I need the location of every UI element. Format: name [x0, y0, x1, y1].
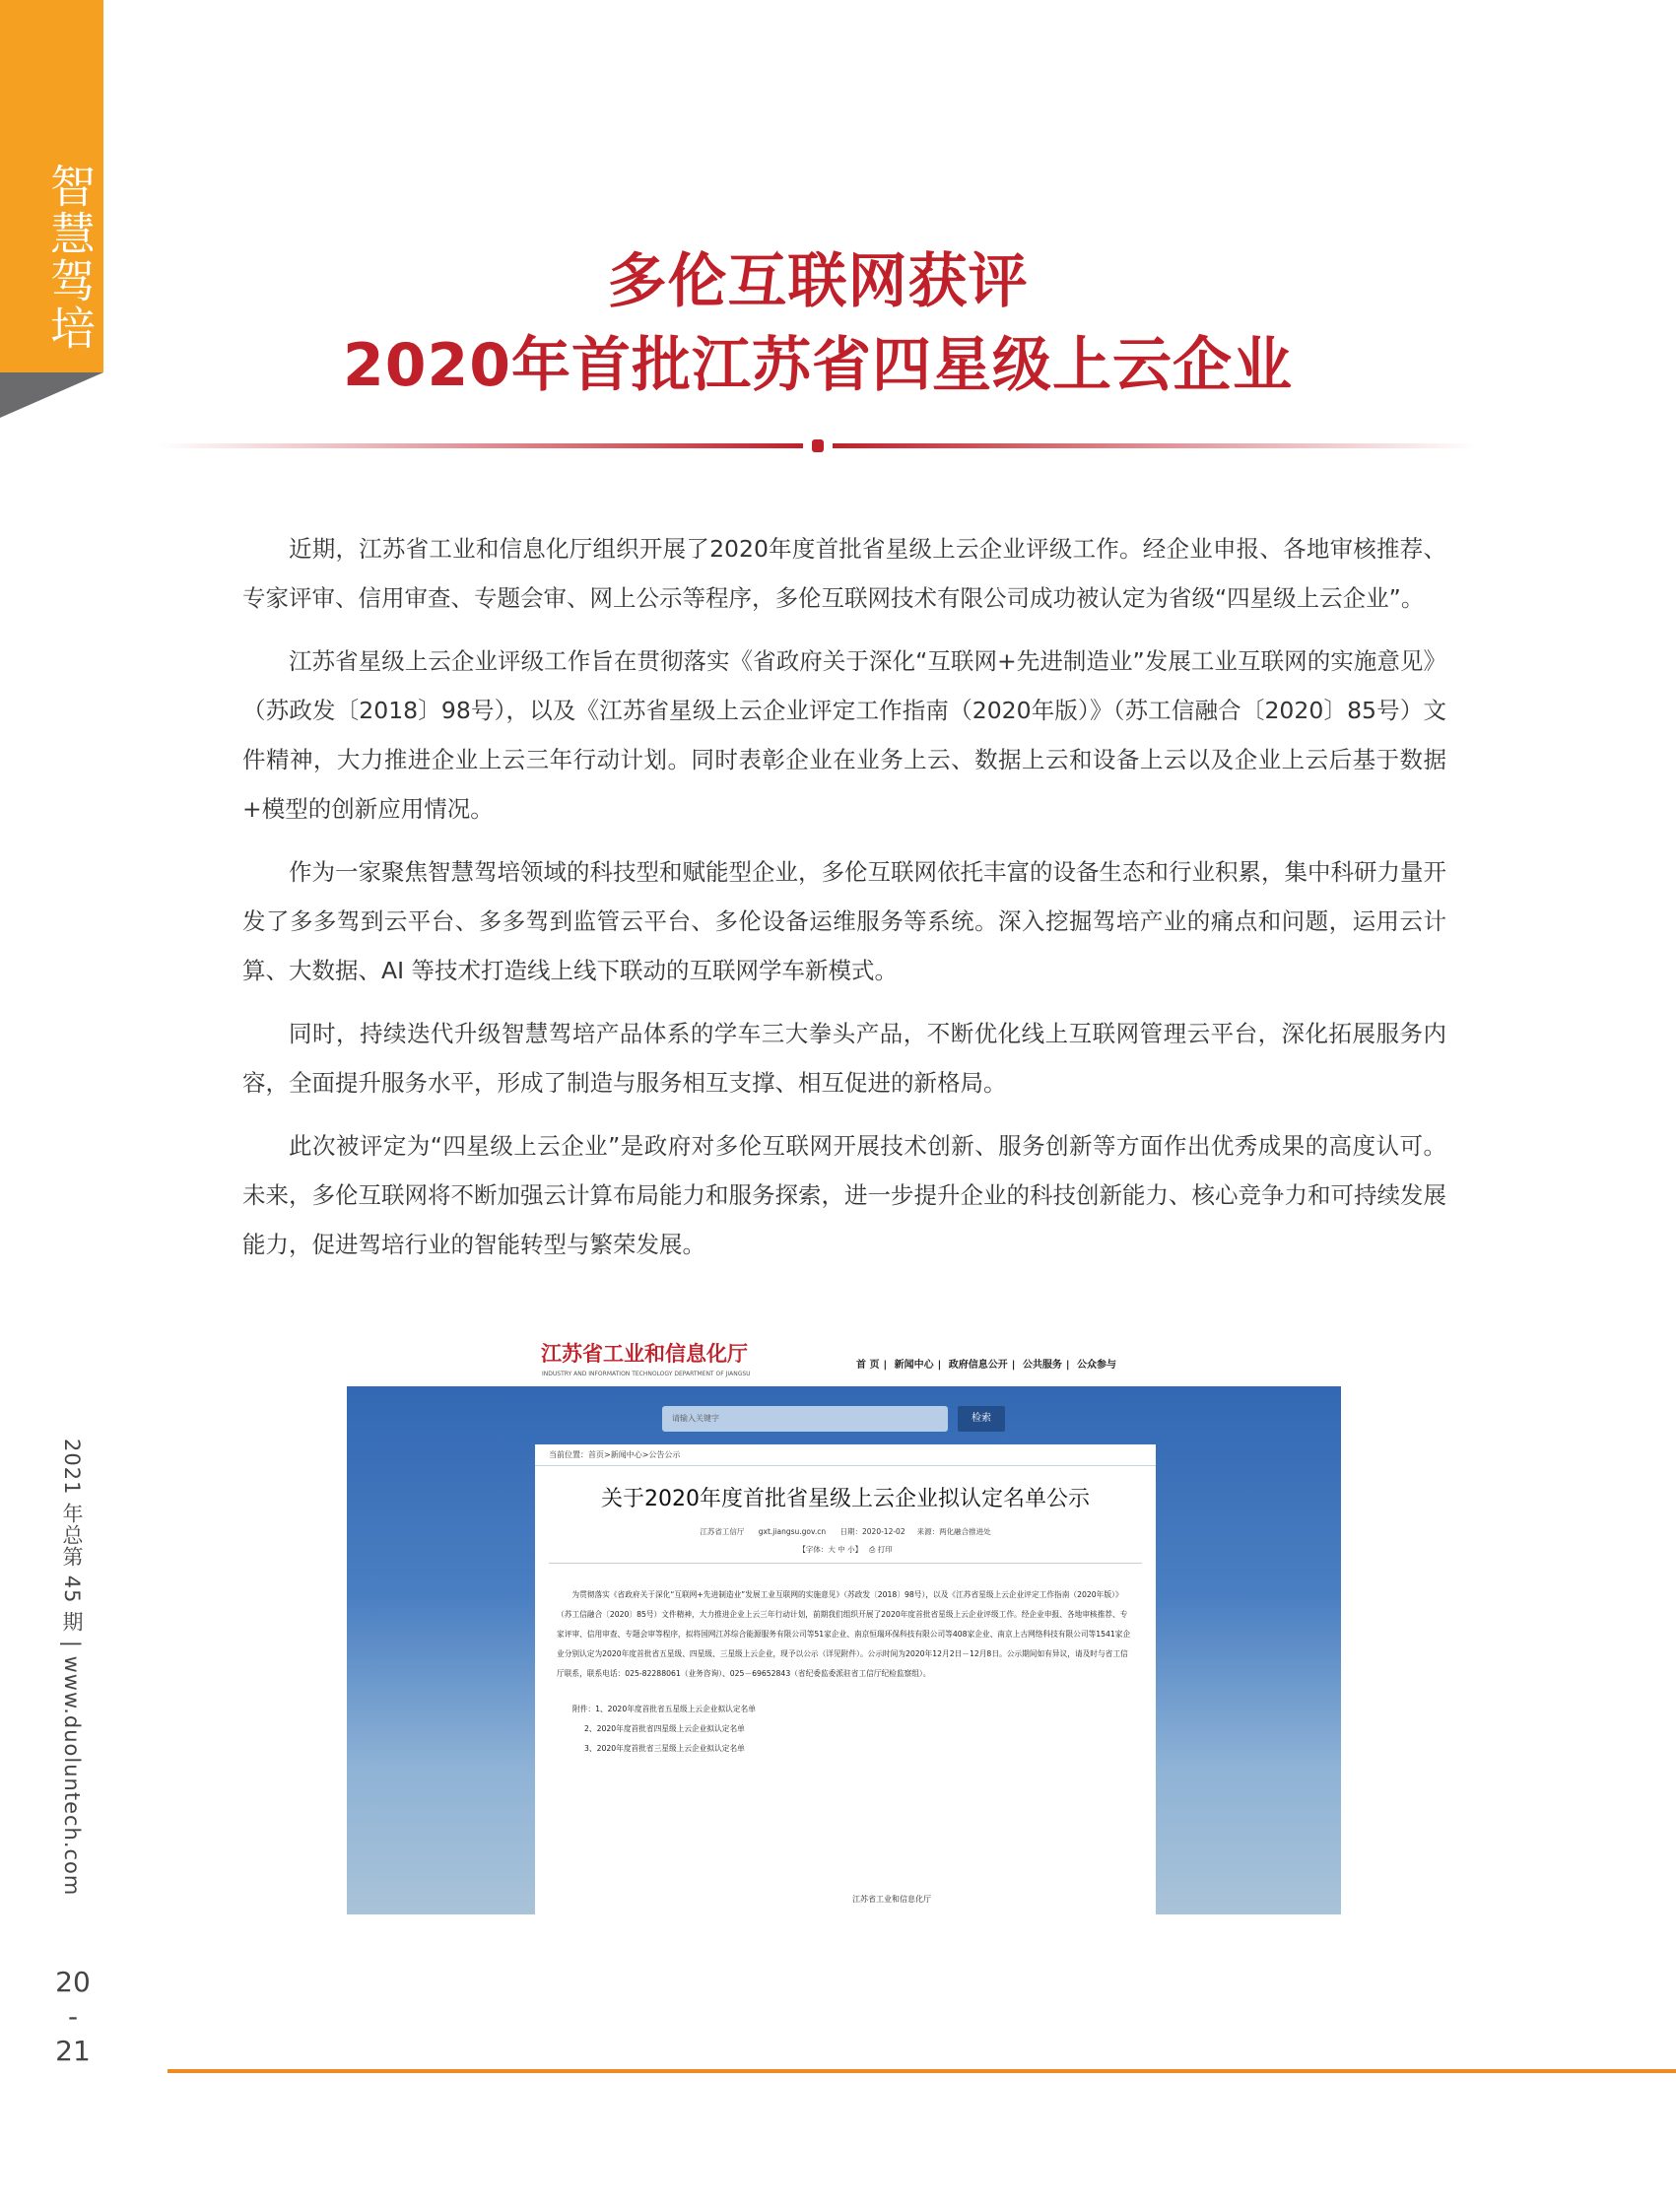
- attachment: 2、2020年度首批省四星级上云企业拟认定名单: [584, 1724, 745, 1733]
- meta-date: 日期：2020-12-02: [839, 1527, 905, 1536]
- page-number-left: 20: [55, 1966, 91, 1998]
- meta-source: 来源：两化融合推进处: [916, 1527, 991, 1536]
- meta-org: 江苏省工信厅: [700, 1527, 745, 1536]
- attachment: 3、2020年度首批省三星级上云企业拟认定名单: [584, 1744, 745, 1753]
- nav-item: 公众参与: [1077, 1360, 1117, 1371]
- issue-info: 2021 年总第 45 期 | www.duoluntech.com: [60, 1439, 84, 1897]
- meta-site: gxt.jiangsu.gov.cn: [758, 1527, 827, 1536]
- page-number-right: 21: [55, 2035, 91, 2067]
- section-tab: [0, 0, 103, 372]
- notice-title: 关于2020年度首批省星级上云企业拟认定名单公示: [601, 1487, 1090, 1511]
- breadcrumb: 当前位置：首页>新闻中心>公告公示: [535, 1444, 1156, 1466]
- site-header: [347, 1335, 1341, 1386]
- notice-signature: 江苏省工业和信息化厅: [852, 1895, 931, 1904]
- paragraph: 江苏省星级上云企业评级工作旨在贯彻落实《省政府关于深化“互联网+先进制造业”发展工业互联网的实施意见》（苏政发〔2018〕98号），以及《江苏省星级上云企业评定工作指南（2020年版）》（苏工信融合〔2020〕85号）文件精神，大力推进企业上云三年行动计划。同时表彰企业在业务上云、数据上云和设备上云以及企业上云后基于数据+模型的创新应用情况。: [242, 647, 1446, 823]
- font-size-row: [535, 1545, 1156, 1555]
- paragraph: 同时，持续迭代升级智慧驾培产品体系的学车三大拳头产品，不断优化线上互联网管理云平台，深化拓展服务内容，全面提升服务水平，形成了制造与服务相互支撑、相互促进的新格局。: [242, 1020, 1446, 1097]
- website-screenshot: [347, 1335, 1341, 1914]
- font-size-options: 【字体：大 中 小】: [798, 1545, 863, 1554]
- article-body: [242, 524, 1446, 1283]
- attachment: 附件：1、2020年度首批省五星级上云企业拟认定名单: [572, 1705, 756, 1713]
- site-search-input: 请输入关键字: [662, 1406, 948, 1432]
- nav-item: 首 页: [856, 1360, 880, 1371]
- notice-body: 为贯彻落实《省政府关于深化“互联网+先进制造业”发展工业互联网的实施意见》（苏政发〔2018〕98号），以及《江苏省星级上云企业评定工作指南（2020年版）》（苏工信融合〔2020〕85号）文件精神，大力推进企业上云三年行动计划，前期我们组织开展了2020年度首批省星级上云企业评级工作。经企业申报、各地审核推荐、专家评审、信用审查、专题会审等程序，拟将国网江苏综合能源服务有限公司等51家企业、南京恒瑞环保科技有限公司等408家企业、南京上古网络科技有限公司等1541家企业分别认定为2020年度首批省五星级、四星级、三星级上云企业，现予以公示（详见附件）。公示时间为2020年12月2日－12月8日。公示期间如有异议，请及时与省工信厅联系，联系电话：025-82288061（业务咨询）、025－69652843（省纪委监委派驻省工信厅纪检监察组）。: [557, 1590, 1131, 1678]
- paragraph: 近期，江苏省工业和信息化厅组织开展了2020年度首批省星级上云企业评级工作。经企业申报、各地审核推荐、专家评审、信用审查、专题会审、网上公示等程序，多伦互联网技术有限公司成功被认定为省级“四星级上云企业”。: [242, 535, 1446, 612]
- article-title-line1: 多伦互联网获评: [607, 247, 1029, 316]
- section-tab-label: 智慧驾培: [43, 163, 97, 352]
- nav-item: 政府信息公开: [948, 1360, 1008, 1371]
- article-title-line2: 2020年首批江苏省四星级上云企业: [343, 331, 1293, 400]
- attachments: [535, 1684, 1156, 1759]
- footer-line: [168, 2069, 1676, 2073]
- print-icon: ⎙: [869, 1545, 876, 1554]
- page-number-separator: -: [67, 2000, 79, 2033]
- paragraph: 此次被评定为“四星级上云企业”是政府对多伦互联网开展技术创新、服务创新等方面作出优秀成果的高度认可。未来，多伦互联网将不断加强云计算布局能力和服务探索，进一步提升企业的科技创新能力、核心竞争力和可持续发展能力，促进驾培行业的智能转型与繁荣发展。: [242, 1132, 1446, 1258]
- nav-item: 新闻中心: [894, 1360, 934, 1371]
- section-tab-corner: [0, 372, 103, 418]
- site-search-button: 检索: [958, 1406, 1005, 1432]
- print-label: 打印: [877, 1545, 893, 1554]
- paragraph: 作为一家聚焦智慧驾培领域的科技型和赋能型企业，多伦互联网依托丰富的设备生态和行业积累，集中科研力量开发了多多驾到云平台、多多驾到监管云平台、多伦设备运维服务等系统。深入挖掘驾培产业的痛点和问题，运用云计算、大数据、AI 等技术打造线上线下联动的互联网学车新模式。: [242, 858, 1446, 984]
- title-divider: [158, 442, 1478, 448]
- site-logo: 江苏省工业和信息化厅: [541, 1342, 748, 1366]
- site-logo-en: INDUSTRY AND INFORMATION TECHNOLOGY DEPARTMENT OF JIANGSU: [542, 1371, 751, 1377]
- site-nav: 首 页 | 新闻中心 | 政府信息公开 | 公共服务 | 公众参与: [856, 1360, 1117, 1371]
- notice-card: [535, 1444, 1156, 1914]
- notice-meta: [535, 1527, 1156, 1537]
- nav-item: 公共服务: [1022, 1360, 1062, 1371]
